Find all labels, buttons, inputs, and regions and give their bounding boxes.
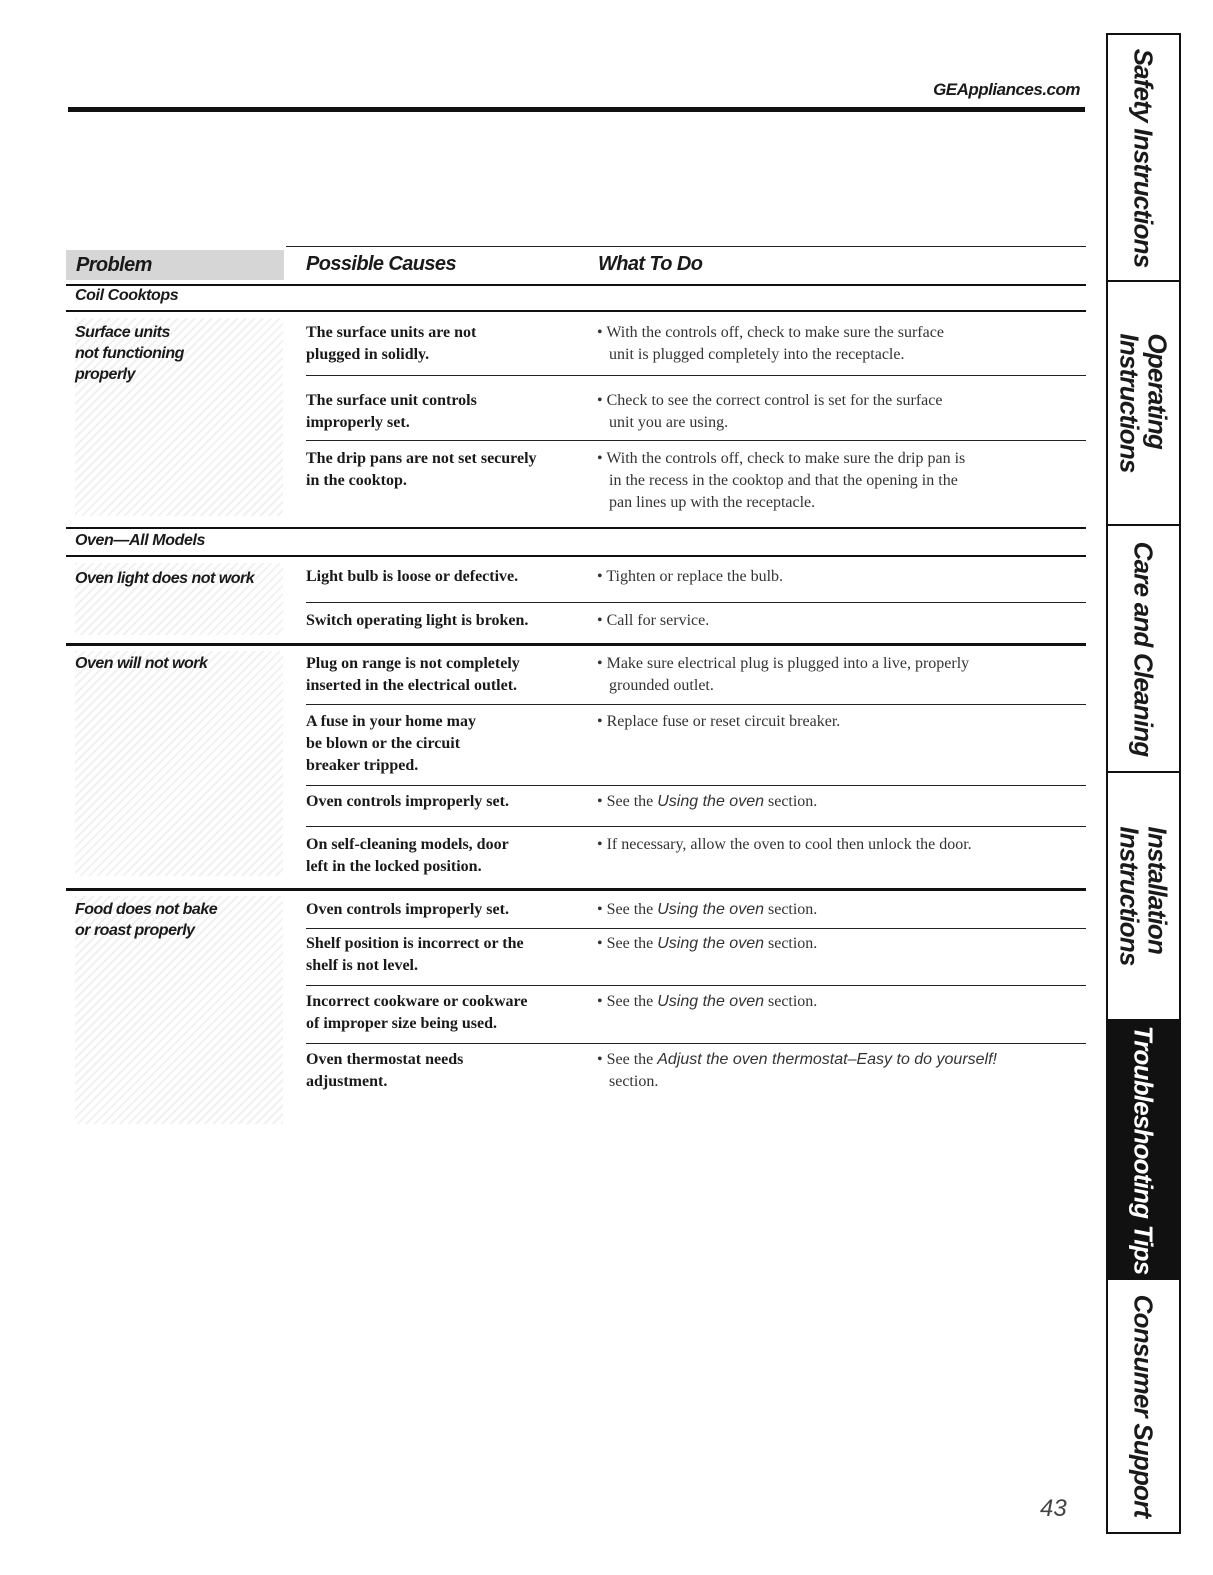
tab-operating-instructions[interactable]: Operating Instructions [1108, 282, 1179, 526]
row-rule [306, 1043, 1086, 1044]
header-top-rule [286, 246, 1086, 247]
tab-care-and-cleaning[interactable]: Care and Cleaning [1108, 526, 1179, 773]
todo-text: • Tighten or replace the bulb. [597, 568, 784, 585]
cause-text: The surface units are not plugged in solidly. [306, 324, 477, 363]
category-rule [66, 555, 1086, 557]
column-header-todo: What To Do [598, 253, 703, 275]
cause-text: The surface unit controls improperly set. [306, 392, 477, 431]
todo-text: • Replace fuse or reset circuit breaker. [597, 713, 841, 730]
cause-text: On self-cleaning models, door left in the locked position. [306, 836, 509, 875]
todo-text: • With the controls off, check to make sure the surface unit is plugged completely into the receptacle. [597, 324, 944, 363]
problem-oven-light: Oven light does not work [75, 570, 255, 587]
cause-text: Light bulb is loose or defective. [306, 568, 519, 585]
todo-text: • Check to see the correct control is set for the surface unit you are using. [597, 392, 943, 431]
row-rule [306, 928, 1086, 929]
row-rule [306, 704, 1086, 705]
cause-text: Shelf position is incorrect or the shelf is not level. [306, 935, 524, 974]
header-bottom-rule [66, 284, 1086, 286]
cause-text: Oven controls improperly set. [306, 793, 509, 810]
todo-text: • See the Using the oven section. [597, 901, 818, 918]
todo-text: • See the Using the oven section. [597, 993, 818, 1010]
problem-food-does-not-bake: Food does not bake or roast properly [75, 901, 218, 939]
row-rule [306, 375, 1086, 376]
todo-text: • Make sure electrical plug is plugged into a live, properly grounded outlet. [597, 655, 970, 694]
top-rule [68, 107, 1085, 112]
cause-text: Incorrect cookware or cookware of improper size being used. [306, 993, 528, 1032]
problem-surface-units: Surface units not functioning properly [75, 324, 184, 383]
todo-text: • See the Using the oven section. [597, 793, 818, 810]
cause-text: Switch operating light is broken. [306, 612, 529, 629]
section-rule [66, 643, 1086, 646]
todo-text: • See the Using the oven section. [597, 935, 818, 952]
site-url: GEAppliances.com [933, 80, 1080, 99]
tab-safety-instructions[interactable]: Safety Instructions [1108, 35, 1179, 282]
cause-text: Oven thermostat needs adjustment. [306, 1051, 464, 1090]
todo-text: • With the controls off, check to make sure the drip pan is in the recess in the cooktop and that the opening in the pan lines up with the receptacle. [597, 450, 966, 511]
problem-oven-will-not-work: Oven will not work [75, 655, 208, 672]
todo-text: • If necessary, allow the oven to cool then unlock the door. [597, 836, 972, 853]
section-rule [66, 888, 1086, 891]
todo-text: • See the Adjust the oven thermostat–Easy to do yourself! section. [597, 1051, 997, 1090]
section-rule [66, 527, 1086, 529]
category-coil-cooktops: Coil Cooktops [75, 287, 179, 304]
row-rule [306, 602, 1086, 603]
problem-shade [75, 651, 283, 876]
row-rule [306, 985, 1086, 986]
row-rule [306, 826, 1086, 827]
column-header-problem: Problem [66, 250, 284, 280]
category-rule [66, 310, 1086, 312]
tab-troubleshooting-tips[interactable]: Troubleshooting Tips [1108, 1021, 1179, 1280]
category-oven-all-models: Oven—All Models [75, 532, 206, 549]
cause-text: Plug on range is not completely inserted in the electrical outlet. [306, 655, 520, 694]
cause-text: The drip pans are not set securely in the cooktop. [306, 450, 537, 489]
page-number: 43 [1040, 1495, 1067, 1522]
tab-consumer-support[interactable]: Consumer Support [1128, 1294, 1159, 1518]
row-rule [306, 785, 1086, 786]
tab-installation-instructions[interactable]: Installation Instructions [1108, 773, 1179, 1021]
row-rule [306, 440, 1086, 441]
cause-text: Oven controls improperly set. [306, 901, 509, 918]
column-header-causes: Possible Causes [306, 253, 456, 275]
todo-text: • Call for service. [597, 612, 710, 629]
cause-text: A fuse in your home may be blown or the circuit breaker tripped. [306, 713, 476, 774]
